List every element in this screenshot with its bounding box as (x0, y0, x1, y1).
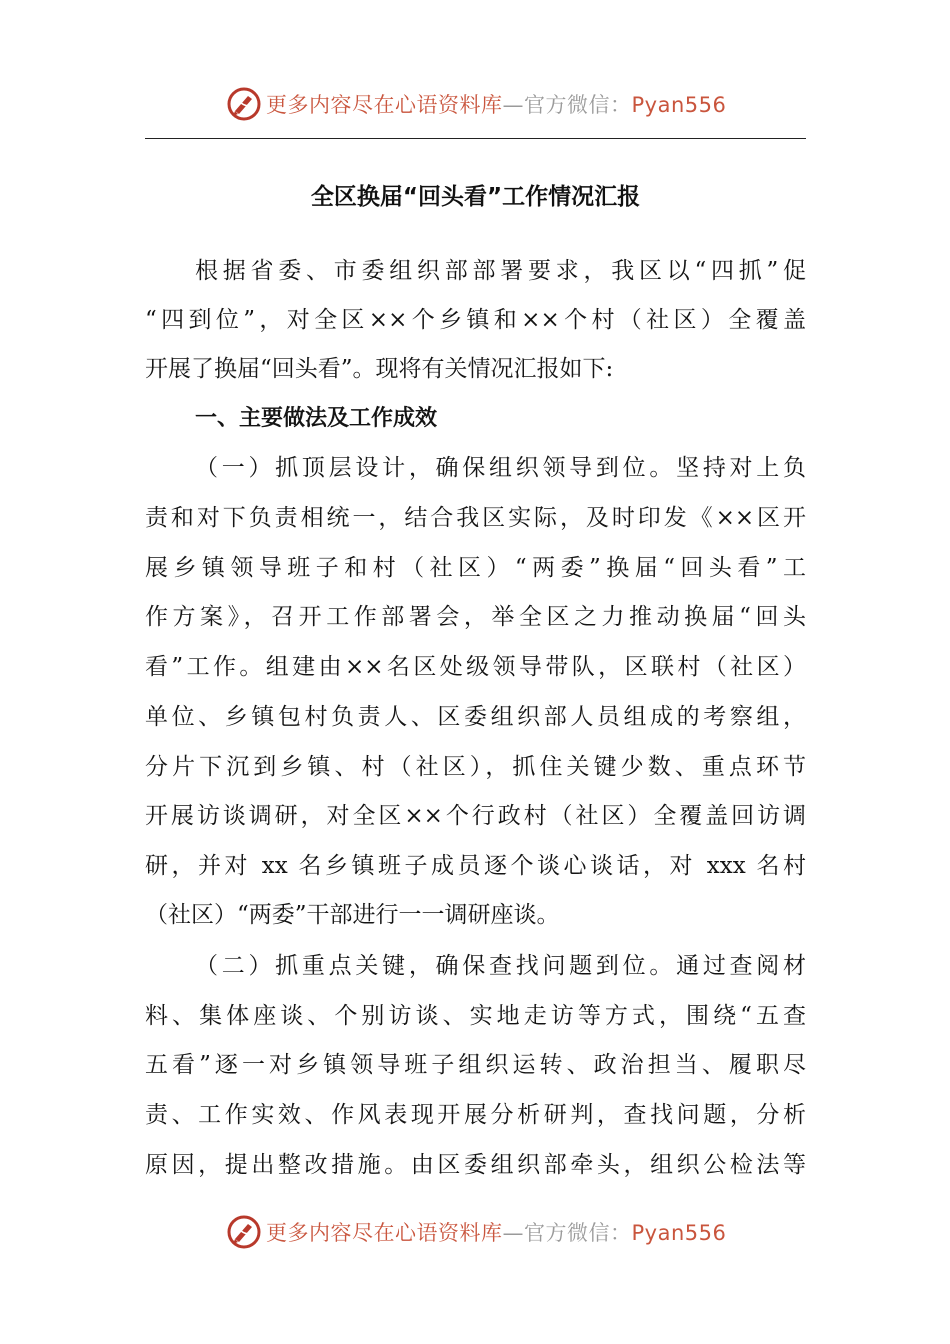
banner-wechat-id: Pyan556 (631, 1221, 727, 1245)
banner-site-text: 更多内容尽在心语资料库 (266, 93, 503, 117)
paragraph-line: 分片下沉到乡镇、村（社区），抓住关键少数、重点环节 (145, 754, 806, 780)
paragraph-line: 料、集体座谈、个别访谈、实地走访等方式，围绕“五查 (145, 1003, 806, 1029)
document-title: 全区换届“回头看”工作情况汇报 (310, 184, 641, 210)
watermark-banner-bottom (0, 1212, 950, 1252)
paragraph-line: 原因，提出整改措施。由区委组织部牵头，组织公检法等 (145, 1152, 806, 1178)
paragraph-line: （二）抓重点关键，确保查找问题到位。通过查阅材 (195, 953, 806, 979)
paragraph-line: “四到位”，对全区××个乡镇和××个村（社区）全覆盖 (145, 307, 806, 333)
paragraph-line: （一）抓顶层设计，确保组织领导到位。坚持对上负 (195, 455, 806, 481)
pen-logo-icon (226, 86, 262, 122)
banner-wechat-label: 官方微信： (524, 93, 632, 117)
paragraph-line: 责和对下负责相统一，结合我区实际，及时印发《××区开 (145, 505, 806, 531)
banner-wechat-label: 官方微信： (524, 1221, 632, 1245)
paragraph-line: 根据省委、市委组织部部署要求，我区以“四抓”促 (195, 258, 806, 284)
banner-dash: — (502, 93, 524, 117)
paragraph-line: 开展了换届“回头看”。现将有关情况汇报如下: (145, 356, 614, 382)
banner-dash: — (502, 1221, 524, 1245)
paragraph-line: 责、工作实效、作风表现开展分析研判，查找问题，分析 (145, 1102, 806, 1128)
paragraph-line: 作方案》，召开工作部署会，举全区之力推动换届“回头 (145, 604, 806, 630)
paragraph-line: 单位、乡镇包村负责人、区委组织部人员组成的考察组， (145, 704, 806, 730)
paragraph-line: 五看”逐一对乡镇领导班子组织运转、政治担当、履职尽 (145, 1052, 806, 1078)
header-divider (145, 138, 806, 139)
watermark-banner-top (0, 84, 950, 124)
pen-logo-icon (226, 1214, 262, 1250)
banner-site-text: 更多内容尽在心语资料库 (266, 1221, 503, 1245)
paragraph-line: 展乡镇领导班子和村（社区）“两委”换届“回头看”工 (145, 555, 806, 581)
paragraph-line: 开展访谈调研，对全区××个行政村（社区）全覆盖回访调 (145, 803, 806, 829)
paragraph-line: （社区）“两委”干部进行一一调研座谈。 (145, 902, 560, 928)
section-heading: 一、主要做法及工作成效 (195, 406, 438, 431)
paragraph-line: 研，并对 xx 名乡镇班子成员逐个谈心谈话，对 xxx 名村 (145, 853, 806, 879)
paragraph-line: 看”工作。组建由××名区处级领导带队，区联村（社区） (145, 654, 806, 680)
banner-wechat-id: Pyan556 (631, 93, 727, 117)
